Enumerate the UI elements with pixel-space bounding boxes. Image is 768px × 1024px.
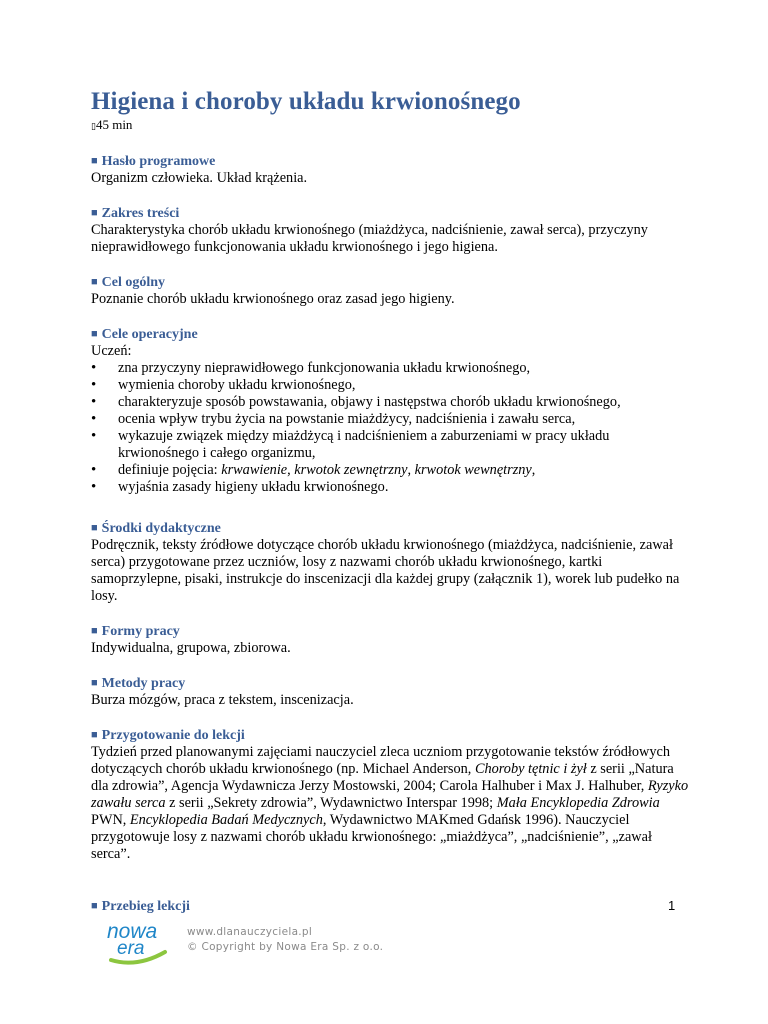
footer-text [187, 925, 383, 955]
list-item: • ocenia wpływ trybu życia na powstanie miażdżycy, nadciśnienia i zawału serca, [91, 411, 691, 428]
clock-icon: ▯ [91, 121, 96, 131]
section-srodki [91, 520, 691, 605]
section-cel [91, 274, 691, 308]
section-heading: Cel ogólny [101, 275, 166, 290]
list-item: • wyjaśnia zasady higieny układu krwionośnego. [91, 479, 691, 496]
square-bullet-icon: ■ [91, 328, 98, 340]
section-heading: Cele operacyjne [101, 327, 198, 342]
square-bullet-icon: ■ [91, 155, 98, 167]
square-bullet-icon: ■ [91, 522, 98, 534]
page-number: 1 [668, 898, 676, 913]
section-heading: Zakres treści [101, 206, 180, 221]
section-metody [91, 675, 691, 709]
square-bullet-icon: ■ [91, 625, 98, 637]
square-bullet-icon: ■ [91, 900, 98, 912]
section-formy [91, 623, 691, 657]
section-heading: Środki dydaktyczne [101, 521, 221, 536]
section-text: Burza mózgów, praca z tekstem, inscenizacja. [91, 692, 354, 708]
list-item: • wykazuje związek między miażdżycą i nadciśnieniem a zaburzeniami w pracy układu krwionośnego i całego organizmu, [91, 428, 691, 462]
section-text: Indywidualna, grupowa, zbiorowa. [91, 640, 291, 656]
copyright-text: © Copyright by Nowa Era Sp. z o.o. [187, 941, 384, 953]
section-cele [91, 326, 691, 496]
lesson-duration: ▯45 min [91, 117, 133, 132]
section-text: Podręcznik, teksty źródłowe dotyczące chorób układu krwionośnego (miażdżyca, nadciśnienie, zawał serca) przygotowane przez uczniów, losy z nazwami chorób układu krwionośnego, kartki samoprzylepne, pisaki, instrukcje do inscenizacji dla każdej grupy (załącznik 1), worek lub pudełko na losy. [91, 537, 680, 604]
section-heading: Hasło programowe [101, 154, 216, 169]
section-heading: Przygotowanie do lekcji [101, 728, 245, 743]
logo-text-nowa: nowa [107, 920, 158, 943]
logo-text-era: era [117, 938, 145, 959]
section-przebieg [91, 898, 691, 915]
footer [103, 918, 403, 968]
section-haslo [91, 153, 691, 187]
list-item: • zna przyczyny nieprawidłowego funkcjonowania układu krwionośnego, [91, 360, 691, 377]
section-przygotowanie [91, 727, 691, 863]
square-bullet-icon: ■ [91, 276, 98, 288]
nowa-era-logo [103, 918, 173, 966]
section-text: Poznanie chorób układu krwionośnego oraz zasad jego higieny. [91, 291, 455, 307]
square-bullet-icon: ■ [91, 677, 98, 689]
document-body [91, 86, 691, 915]
section-heading: Formy pracy [101, 624, 180, 639]
section-heading: Metody pracy [101, 676, 186, 691]
section-heading: Przebieg lekcji [101, 899, 190, 914]
objectives-list [91, 360, 691, 496]
list-item: • definiuje pojęcia: krwawienie, krwotok zewnętrzny, krwotok wewnętrzny, [91, 462, 691, 479]
list-item: • wymienia choroby układu krwionośnego, [91, 377, 691, 394]
document-title: Higiena i choroby układu krwionośnego [91, 88, 521, 115]
section-text: Charakterystyka chorób układu krwionośnego (miażdżyca, nadciśnienie, zawał serca), przyczyny nieprawidłowego funkcjonowania układu krwionośnego i jego higiena. [91, 222, 648, 255]
square-bullet-icon: ■ [91, 729, 98, 741]
website-link[interactable]: www.dlanauczyciela.pl [187, 926, 313, 938]
section-intro: Uczeń: [91, 343, 132, 359]
section-text: Tydzień przed planowanymi zajęciami nauczyciel zleca uczniom przygotowanie tekstów źródłowych dotyczących chorób układu krwionośnego (np. Michael Anderson, Choroby tętnic i żył z serii „Natura dla zdrowia”, Agencja Wydawnicza Jerzy Mostowski, 2004; Carola Halhuber i Max J. Halhuber, Ryzyko zawału serca z serii „Sekrety zdrowia”, Wydawnictwo Interspar 1998; Mała Encyklopedia Zdrowia PWN, Encyklopedia Badań Medycznych, Wydawnictwo MAKmed Gdańsk 1996). Nauczyciel przygotowuje losy z nazwami chorób układu krwionośnego: „miażdżyca”, „nadciśnienie”, „zawał serca”. [91, 744, 689, 862]
section-zakres [91, 205, 691, 256]
list-item: • charakteryzuje sposób powstawania, objawy i następstwa chorób układu krwionośnego, [91, 394, 691, 411]
square-bullet-icon: ■ [91, 207, 98, 219]
section-text: Organizm człowieka. Układ krążenia. [91, 170, 308, 186]
